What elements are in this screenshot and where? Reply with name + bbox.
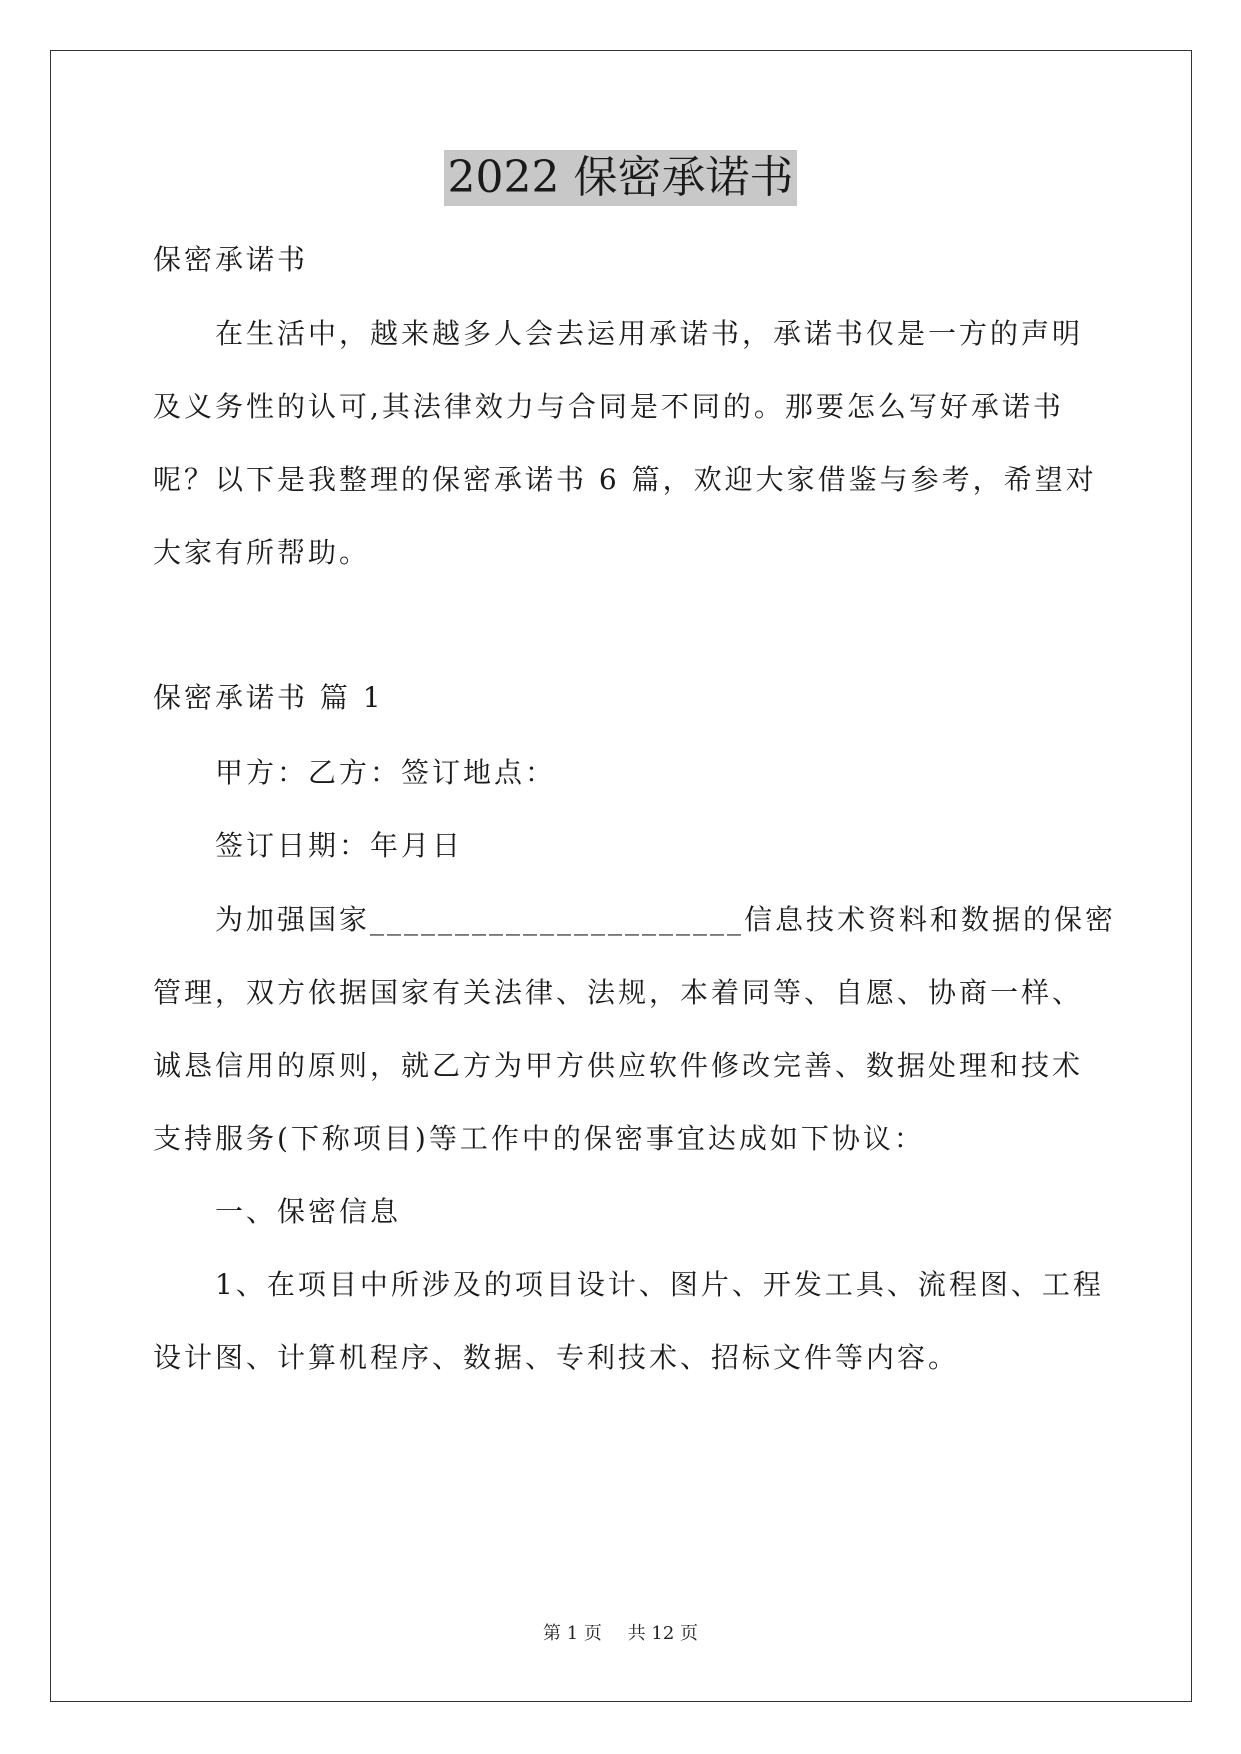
intro-line-4: 大家有所帮助。 bbox=[153, 536, 371, 569]
intro-heading: 保密承诺书 bbox=[153, 243, 309, 276]
intro-line-3: 呢？以下是我整理的保密承诺书 6 篇，欢迎大家借鉴与参考，希望对 bbox=[153, 463, 1097, 496]
para-line-2: 管理，双方依据国家有关法律、法规，本着同等、自愿、协商一样、 bbox=[153, 976, 1084, 1009]
clause-heading: 一、保密信息 bbox=[215, 1195, 402, 1228]
para-line-4: 支持服务(下称项目)等工作中的保密事宜达成如下协议： bbox=[153, 1122, 925, 1155]
document-title: 2022 保密承诺书 bbox=[444, 150, 798, 206]
clause-line-2: 设计图、计算机程序、数据、专利技术、招标文件等内容。 bbox=[153, 1341, 960, 1374]
page-number-current: 第 1 页 bbox=[543, 1623, 602, 1644]
page-footer bbox=[0, 1622, 1241, 1646]
page-border bbox=[50, 50, 1192, 1702]
intro-line-1: 在生活中，越来越多人会去运用承诺书，承诺书仅是一方的声明 bbox=[215, 317, 1084, 350]
para-line-1: 为加强国家______________________信息技术资料和数据的保密 bbox=[215, 903, 1117, 936]
party-line: 甲方：乙方：签订地点： bbox=[215, 756, 557, 789]
intro-line-2: 及义务性的认可,其法律效力与合同是不同的。那要怎么写好承诺书 bbox=[153, 390, 1064, 423]
clause-line-1: 1、在项目中所涉及的项目设计、图片、开发工具、流程图、工程 bbox=[215, 1268, 1104, 1301]
para-line-3: 诚恳信用的原则，就乙方为甲方供应软件修改完善、数据处理和技术 bbox=[153, 1049, 1084, 1082]
page-number-total: 共 12 页 bbox=[627, 1623, 698, 1644]
section-heading: 保密承诺书 篇 1 bbox=[153, 681, 384, 714]
title-wrap bbox=[0, 150, 1241, 206]
date-line: 签订日期：年月日 bbox=[215, 829, 464, 862]
